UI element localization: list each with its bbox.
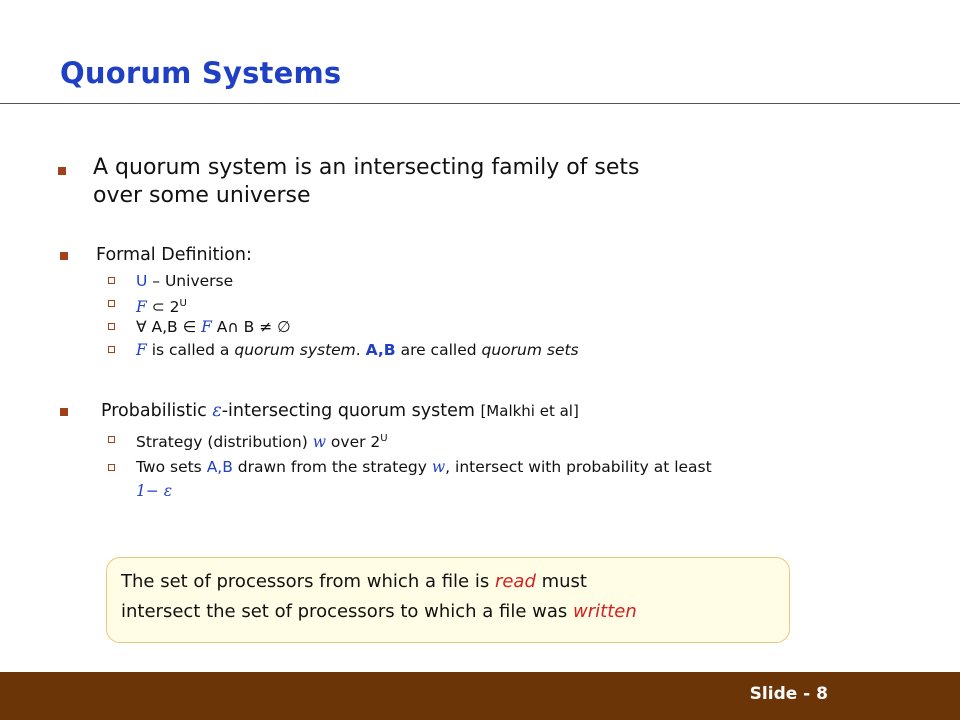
title-divider <box>0 103 960 104</box>
powerset-exponent: U <box>179 298 187 309</box>
emphasis-written: written <box>573 601 637 622</box>
footer-bar <box>0 672 960 720</box>
callout-box <box>106 557 790 643</box>
sub-bullet-marker <box>108 277 115 284</box>
sets-ab-bold: A,B <box>365 341 396 359</box>
sets-ab: A,B <box>206 458 233 476</box>
text-fragment: Two sets <box>136 458 207 476</box>
bullet-marker <box>60 408 68 416</box>
term-quorum-sets: quorum sets <box>481 341 579 359</box>
page-title: Quorum Systems <box>60 56 342 90</box>
bullet-text-cont: over some universe <box>93 183 311 208</box>
sets-ab: A,B <box>151 318 178 336</box>
strategy-w: w <box>431 458 446 476</box>
universe-text: – Universe <box>147 272 234 290</box>
formal-item-terms <box>136 339 579 361</box>
family-symbol: F <box>136 341 147 359</box>
prob-item-intersect <box>136 456 712 478</box>
slide-number: Slide - 8 <box>749 684 828 704</box>
formal-definition-heading: Formal Definition: <box>96 245 252 265</box>
subset-powerset: ⊂ 2 <box>146 298 180 317</box>
text-fragment: over 2 <box>325 433 381 452</box>
text-fragment: must <box>535 571 587 592</box>
text-fragment: are called <box>395 341 482 359</box>
epsilon-symbol: ε <box>212 401 222 421</box>
term-quorum-system: quorum system <box>234 341 356 359</box>
text-fragment: intersect the set of processors to which a file was <box>121 601 574 622</box>
emphasis-read: read <box>494 571 536 592</box>
family-symbol: F <box>136 298 147 317</box>
text-fragment: Probabilistic <box>101 401 213 421</box>
text-fragment: The set of processors from which a file is <box>121 571 495 592</box>
prob-item-strategy <box>136 428 388 453</box>
callout-line-1 <box>121 571 587 592</box>
formal-item-family <box>136 293 187 318</box>
probability-bound: 1− ε <box>136 482 173 500</box>
text-fragment: -intersecting quorum system <box>221 401 481 421</box>
citation: [Malkhi et al] <box>480 402 579 420</box>
sub-bullet-marker <box>108 346 115 353</box>
sub-bullet-marker <box>108 436 115 443</box>
callout-line-2 <box>121 601 637 622</box>
strategy-w: w <box>312 433 326 452</box>
text-fragment: Strategy (distribution) <box>136 433 313 452</box>
bullet-marker <box>60 252 68 260</box>
powerset-exponent: U <box>380 433 388 444</box>
sub-bullet-marker <box>108 323 115 330</box>
text-fragment: is called a <box>146 341 235 359</box>
probabilistic-heading <box>101 399 579 423</box>
forall-symbol: ∀ <box>136 318 152 336</box>
universe-symbol: U <box>136 272 148 290</box>
formal-item-universe <box>136 270 233 292</box>
sub-bullet-marker <box>108 464 115 471</box>
text-fragment: drawn from the strategy <box>232 458 432 476</box>
element-of: ∈ <box>177 318 202 336</box>
bullet-marker <box>58 167 66 175</box>
sub-bullet-marker <box>108 300 115 307</box>
bullet-text: A quorum system is an intersecting family of sets <box>93 155 640 180</box>
text-fragment: , intersect with probability at least <box>445 458 712 476</box>
family-symbol: F <box>201 318 212 336</box>
intersection-expr: A∩ B ≠ ∅ <box>211 318 291 336</box>
text-fragment: . <box>355 341 366 359</box>
formal-item-intersection <box>136 316 291 338</box>
